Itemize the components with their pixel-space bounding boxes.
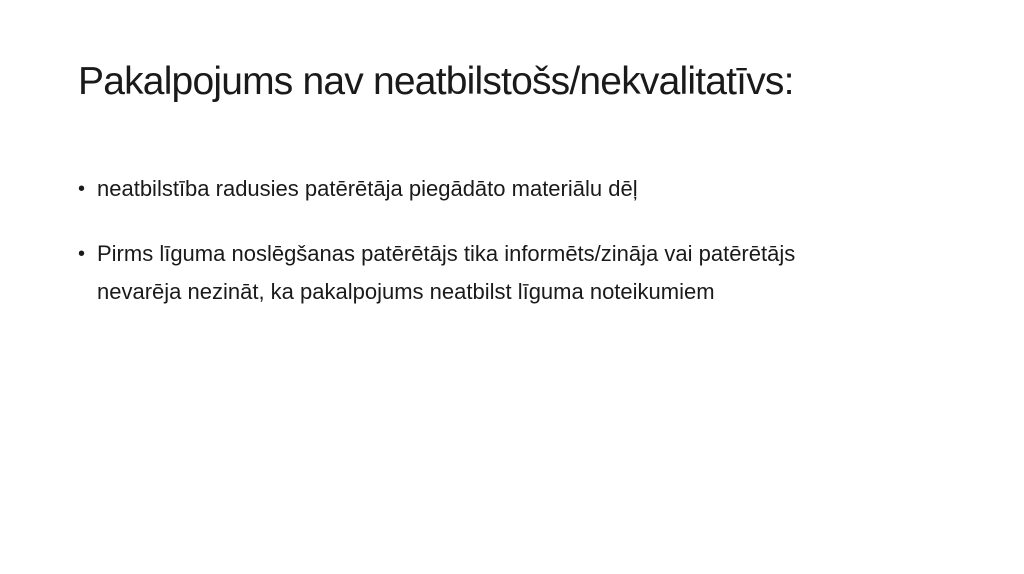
bullet-text: neatbilstība radusies patērētāja piegādāto materiālu dēļ <box>97 176 638 201</box>
bullet-item-1 <box>78 170 878 208</box>
bullet-list <box>78 170 878 311</box>
bullet-mark: • <box>78 243 86 265</box>
slide-title: Pakalpojums nav neatbilstošs/nekvalitatīvs: <box>78 60 794 103</box>
bullet-item-2 <box>78 235 878 311</box>
bullet-mark: • <box>78 178 86 200</box>
bullet-text: Pirms līguma noslēgšanas patērētājs tika informēts/zināja vai patērētājs nevarēja nezināt, ka pakalpojums neatbilst līguma noteikumiem <box>97 241 796 304</box>
